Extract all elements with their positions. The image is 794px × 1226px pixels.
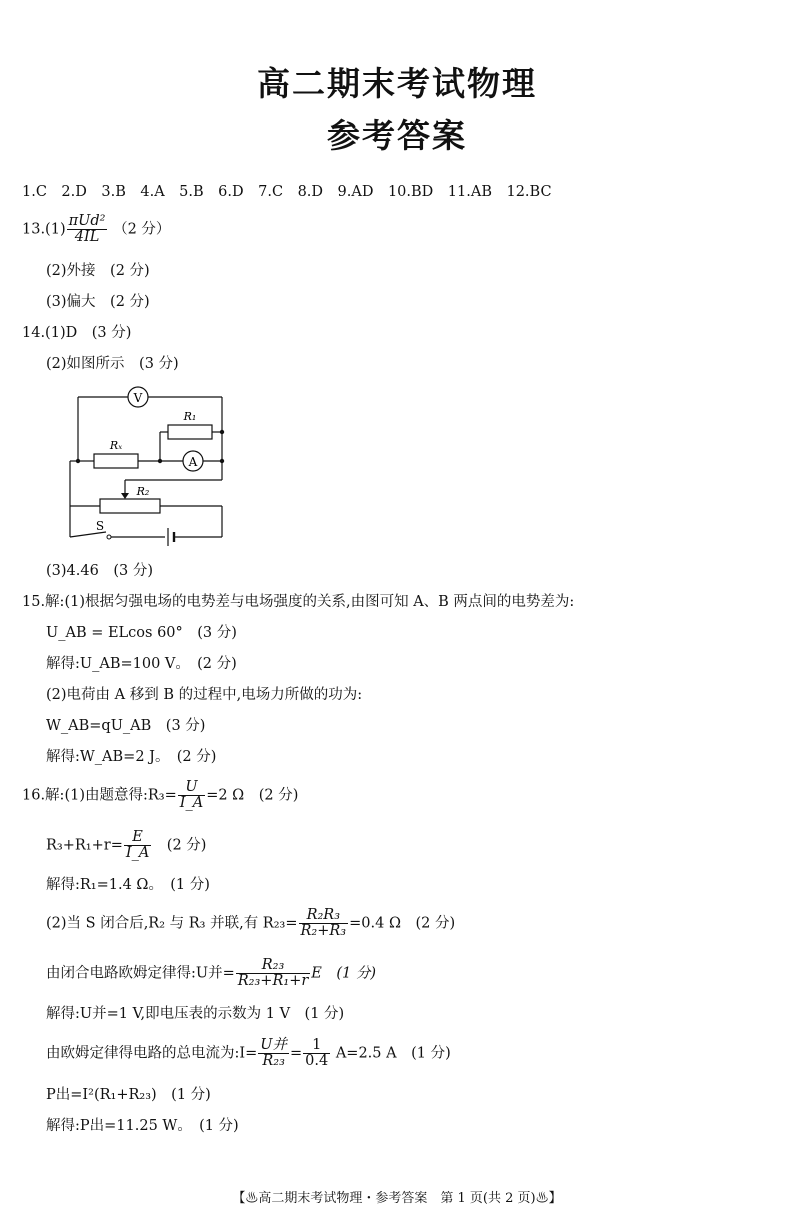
r2-label: R₂ bbox=[136, 485, 150, 498]
q15-line3: 解得:U_AB=100 V。 (2 分) bbox=[46, 656, 237, 672]
q16-l7-result: A=2.5 A (1 分) bbox=[331, 1045, 451, 1062]
q16-line2 bbox=[46, 830, 206, 861]
q13-part2: (2)外接 (2 分) bbox=[46, 263, 150, 279]
q16-l7-equals: = bbox=[290, 1045, 303, 1062]
q16-l2-score: (2 分) bbox=[152, 837, 207, 854]
q16-l7-num1: U并 bbox=[260, 1037, 287, 1053]
q16-l1-result: =2 Ω (2 分) bbox=[206, 787, 299, 804]
junction-dot bbox=[220, 430, 224, 434]
q16-line9: 解得:P出=11.25 W。 (1 分) bbox=[46, 1118, 239, 1134]
q16-l5-result: E (1 分) bbox=[311, 965, 377, 982]
q16-line4 bbox=[46, 908, 455, 939]
q16-l4-result: =0.4 Ω (2 分) bbox=[349, 915, 456, 932]
q16-line5 bbox=[46, 958, 376, 989]
q16-line1 bbox=[22, 780, 298, 811]
q14-part1: 14.(1)D (3 分) bbox=[22, 325, 132, 341]
q16-l5-num: R₂₃ bbox=[236, 958, 311, 974]
junction-dot bbox=[76, 459, 80, 463]
page-title: 高二期末考试物理 bbox=[257, 64, 537, 103]
q13-label: 13.(1) bbox=[22, 221, 66, 238]
q16-l2-den: I_A bbox=[125, 845, 150, 861]
q13-frac-den: 4IL bbox=[74, 229, 100, 245]
resistor-r1 bbox=[168, 425, 212, 439]
q16-line6: 解得:U并=1 V,即电压表的示数为 1 V (1 分) bbox=[46, 1006, 345, 1022]
page-subtitle: 参考答案 bbox=[327, 116, 467, 155]
q15-line6: 解得:W_AB=2 J。 (2 分) bbox=[46, 749, 217, 765]
q13-part1 bbox=[22, 214, 170, 245]
resistor-r2 bbox=[100, 499, 160, 513]
q16-l7-den1: R₂₃ bbox=[262, 1053, 285, 1069]
q16-l4-den: R₂+R₃ bbox=[300, 923, 347, 939]
q16-l7-num2: 1 bbox=[303, 1038, 330, 1054]
q16-l7-den2: 0.4 bbox=[305, 1053, 329, 1069]
ammeter-label: A bbox=[188, 455, 198, 469]
q15-line4: (2)电荷由 A 移到 B 的过程中,电场力所做的功为: bbox=[46, 687, 363, 703]
voltmeter-label: V bbox=[133, 391, 143, 405]
q16-l1-text: 16.解:(1)由题意得:R₃= bbox=[22, 787, 177, 804]
q16-l2-text: R₃+R₁+r= bbox=[46, 837, 123, 854]
choice-answers: 1.C 2.D 3.B 4.A 5.B 6.D 7.C 8.D 9.AD 10.BD 11.AB 12.BC bbox=[22, 184, 552, 200]
q16-l5-text: 由闭合电路欧姆定律得:U并= bbox=[46, 965, 235, 982]
page-footer: 【♨高二期末考试物理・参考答案 第 1 页(共 2 页)♨】 bbox=[232, 1191, 562, 1206]
q16-line3: 解得:R₁=1.4 Ω。 (1 分) bbox=[46, 877, 210, 893]
junction-dot bbox=[158, 459, 162, 463]
junction-dot bbox=[220, 459, 224, 463]
rx-label: Rₓ bbox=[109, 439, 123, 452]
circuit-diagram bbox=[60, 382, 240, 552]
r1-label: R₁ bbox=[183, 410, 197, 423]
q15-line5: W_AB=qU_AB (3 分) bbox=[46, 718, 206, 734]
switch-contact bbox=[107, 535, 111, 539]
q14-part2: (2)如图所示 (3 分) bbox=[46, 356, 179, 372]
q13-fraction bbox=[67, 214, 108, 245]
q16-line8: P出=I²(R₁+R₂₃) (1 分) bbox=[46, 1087, 211, 1103]
q16-l4-text: (2)当 S 闭合后,R₂ 与 R₃ 并联,有 R₂₃= bbox=[46, 915, 298, 932]
q13-score: （2 分） bbox=[113, 221, 171, 238]
q16-l1-num: U bbox=[178, 780, 205, 796]
q16-l1-den: I_A bbox=[179, 795, 204, 811]
q16-l7-text: 由欧姆定律得电路的总电流为:I= bbox=[46, 1045, 258, 1062]
q16-l2-num: E bbox=[124, 830, 151, 846]
q13-part3: (3)偏大 (2 分) bbox=[46, 294, 150, 310]
resistor-rx bbox=[94, 454, 138, 468]
rheostat-slider-arrow bbox=[121, 493, 129, 499]
q16-l5-den: R₂₃+R₁+r bbox=[237, 973, 309, 989]
switch-label: S bbox=[95, 519, 105, 533]
q13-frac-num: πUd² bbox=[68, 213, 106, 229]
q16-line7 bbox=[46, 1038, 451, 1069]
q15-line1: 15.解:(1)根据匀强电场的电势差与电场强度的关系,由图可知 A、B 两点间的电势差为: bbox=[22, 594, 575, 610]
q16-l4-num: R₂R₃ bbox=[299, 908, 349, 924]
q15-line2: U_AB = ELcos 60° (3 分) bbox=[46, 625, 237, 641]
q14-part3: (3)4.46 (3 分) bbox=[46, 563, 153, 579]
